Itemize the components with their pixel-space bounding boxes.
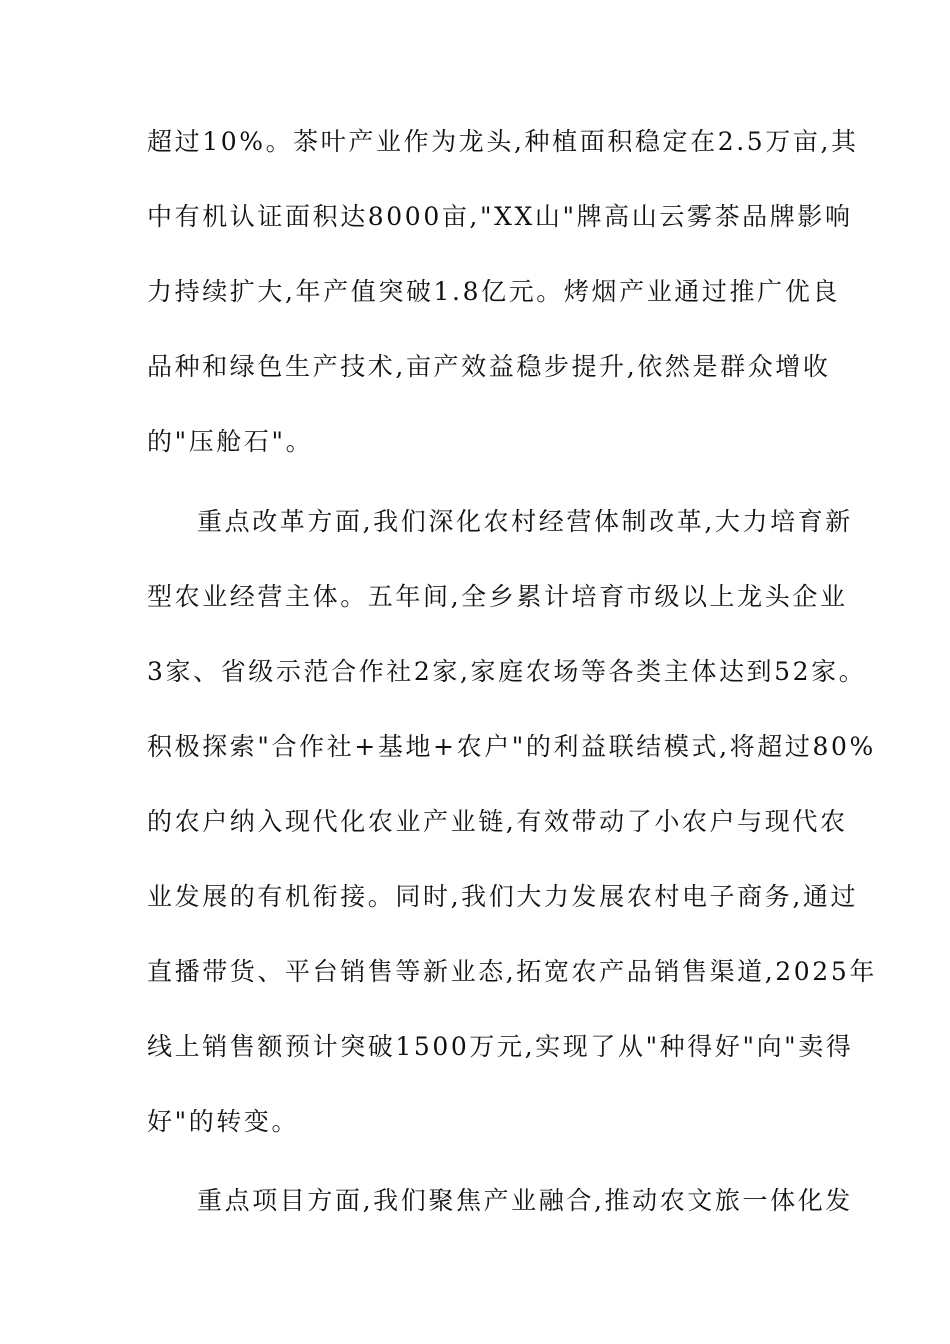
paragraph-first-line: 重点改革方面,我们深化农村经营体制改革,大力培育新 bbox=[197, 507, 853, 536]
text-line: 中有机认证面积达8000亩,"XX山"牌高山云雾茶品牌影响 bbox=[147, 202, 853, 231]
text-line: 3家、省级示范合作社2家,家庭农场等各类主体达到52家。 bbox=[147, 657, 867, 686]
paragraph-first-line: 重点项目方面,我们聚焦产业融合,推动农文旅一体化发 bbox=[197, 1186, 853, 1215]
text-line: 积极探索"合作社+基地+农户"的利益联结模式,将超过80% bbox=[147, 732, 876, 761]
text-line: 线上销售额预计突破1500万元,实现了从"种得好"向"卖得 bbox=[147, 1032, 854, 1061]
text-line: 品种和绿色生产技术,亩产效益稳步提升,依然是群众增收 bbox=[147, 352, 831, 381]
text-line: 的农户纳入现代化农业产业链,有效带动了小农户与现代农 bbox=[147, 807, 848, 836]
text-line: 超过10%。茶叶产业作为龙头,种植面积稳定在2.5万亩,其 bbox=[147, 127, 859, 156]
text-line: 的"压舱石"。 bbox=[147, 427, 314, 456]
text-line: 好"的转变。 bbox=[147, 1107, 300, 1136]
text-line: 业发展的有机衔接。同时,我们大力发展农村电子商务,通过 bbox=[147, 882, 859, 911]
text-line: 力持续扩大,年产值突破1.8亿元。烤烟产业通过推广优良 bbox=[147, 277, 840, 306]
text-line: 直播带货、平台销售等新业态,拓宽农产品销售渠道,2025年 bbox=[147, 957, 877, 986]
text-line: 型农业经营主体。五年间,全乡累计培育市级以上龙头企业 bbox=[147, 582, 848, 611]
